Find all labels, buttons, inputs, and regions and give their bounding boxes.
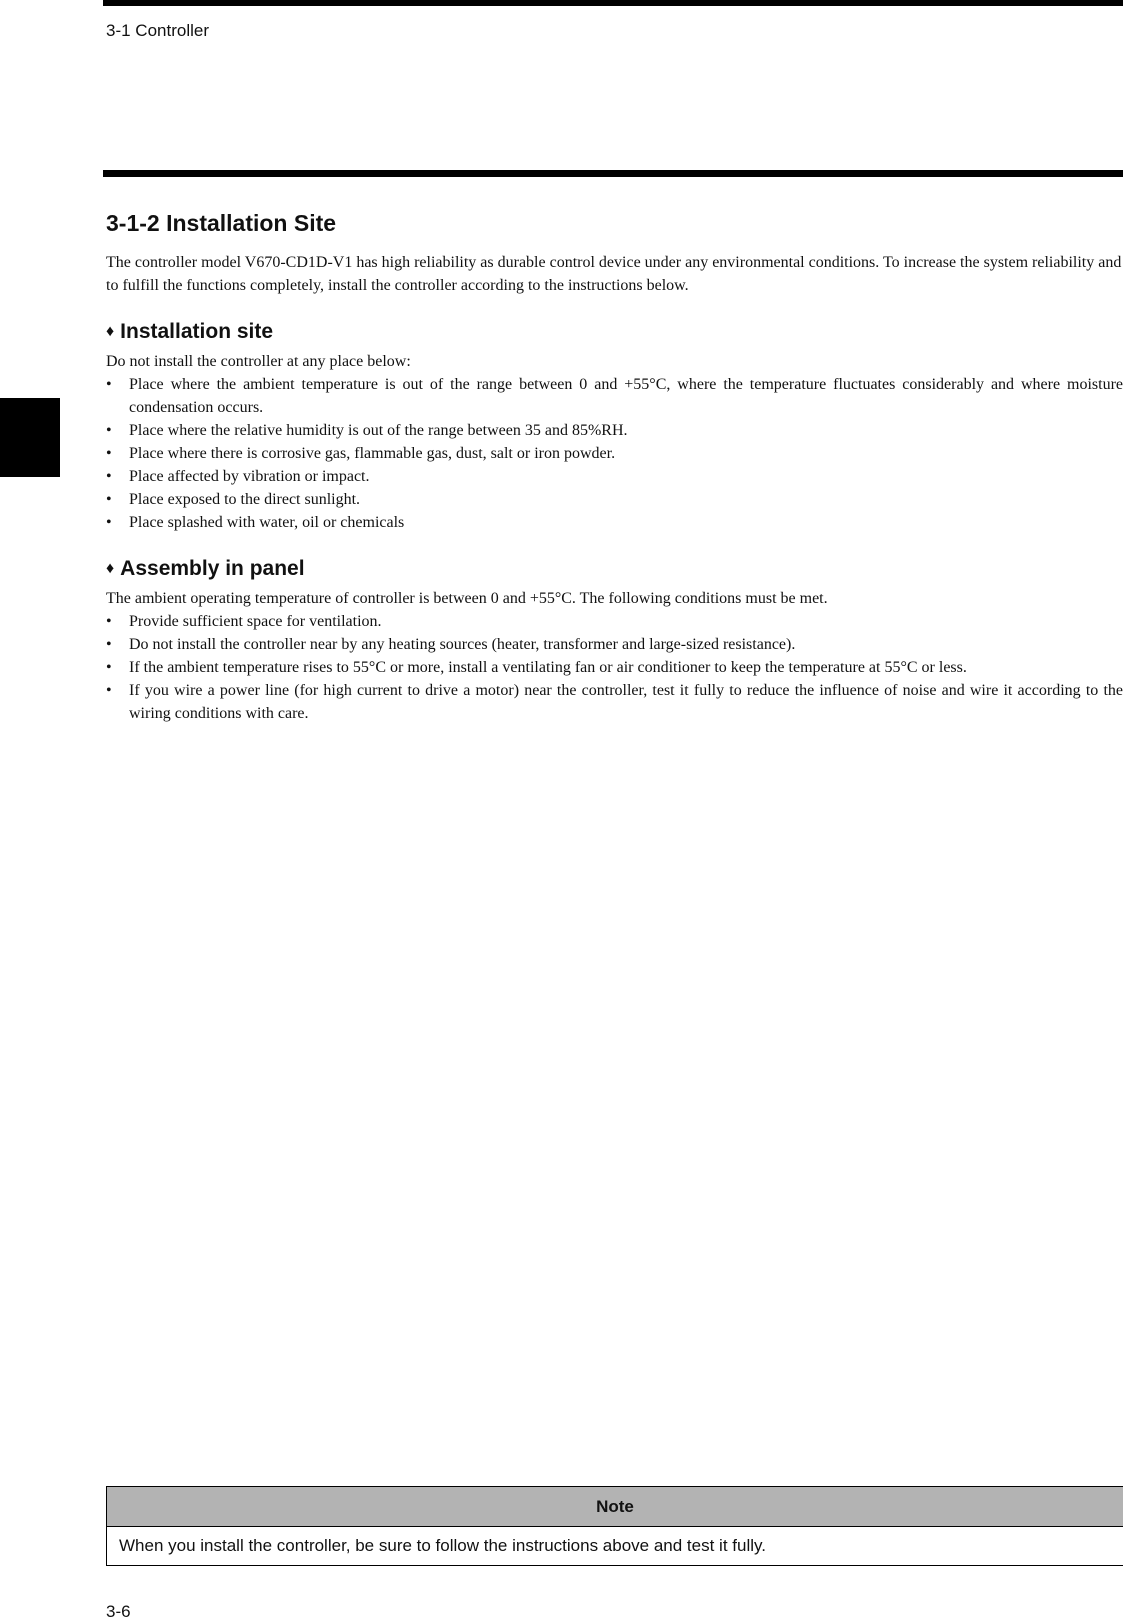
bullet-icon: • xyxy=(106,491,112,508)
installation-site-lead: Do not install the controller at any place below: xyxy=(106,353,411,370)
assembly-in-panel-heading xyxy=(106,553,1123,585)
installation-site-heading-text: Installation site xyxy=(120,320,274,343)
list-item: • Place exposed to the direct sunlight. xyxy=(106,488,1123,511)
diamond-bullet-icon: ♦ xyxy=(106,560,115,577)
intro-paragraph: The controller model V670-CD1D-V1 has high reliability as durable control device under any environmental conditions. To increase the system reliability and to fulfill the functions completely, install the controller according to the instructions below. xyxy=(106,254,1122,294)
page-number: 3-6 xyxy=(106,1602,131,1621)
bullet-icon: • xyxy=(106,445,112,462)
list-item: • If the ambient temperature rises to 55°C or more, install a ventilating fan or air conditioner to keep the temperature at 55°C or less. xyxy=(106,656,1123,679)
section-title: 3-1-2 Installation Site xyxy=(106,210,337,236)
diamond-bullet-icon: ♦ xyxy=(106,323,115,340)
list-item: • Place where there is corrosive gas, flammable gas, dust, salt or iron powder. xyxy=(106,442,1123,465)
assembly-in-panel-heading-text: Assembly in panel xyxy=(120,557,305,580)
chapter-side-tab xyxy=(0,398,60,477)
bullet-icon: • xyxy=(106,514,112,531)
list-item: • If you wire a power line (for high current to drive a motor) near the controller, test it fully to reduce the influence of noise and wire it according to the wiring conditions with care. xyxy=(106,679,1123,725)
list-item: • Place where the relative humidity is out of the range between 35 and 85%RH. xyxy=(106,419,1123,442)
assembly-in-panel-lead: The ambient operating temperature of controller is between 0 and +55°C. The following conditions must be met. xyxy=(106,590,828,607)
note-text: When you install the controller, be sure to follow the instructions above and test it fully. xyxy=(119,1536,766,1555)
page-content xyxy=(106,205,1123,725)
bullet-icon: • xyxy=(106,468,112,485)
bullet-icon: • xyxy=(106,682,112,699)
list-item: • Do not install the controller near by any heating sources (heater, transformer and large-sized resistance). xyxy=(106,633,1123,656)
list-item: • Place splashed with water, oil or chemicals xyxy=(106,511,1123,534)
assembly-in-panel-list xyxy=(106,610,1123,725)
list-item: • Place affected by vibration or impact. xyxy=(106,465,1123,488)
bullet-icon: • xyxy=(106,659,112,676)
top-rule xyxy=(103,0,1123,6)
bullet-icon: • xyxy=(106,613,112,630)
list-item: • Provide sufficient space for ventilation. xyxy=(106,610,1123,633)
bullet-icon: • xyxy=(106,422,112,439)
section-rule xyxy=(103,170,1123,177)
running-header: 3-1 Controller xyxy=(106,21,209,40)
list-item: • Place where the ambient temperature is out of the range between 0 and +55°C, where the temperature fluctuates considerably and where moisture condensation occurs. xyxy=(106,373,1123,419)
installation-site-heading xyxy=(106,316,1123,348)
bullet-icon: • xyxy=(106,636,112,653)
note-box xyxy=(106,1486,1123,1566)
note-heading: Note xyxy=(107,1487,1123,1527)
installation-site-list xyxy=(106,373,1123,534)
bullet-icon: • xyxy=(106,376,112,393)
